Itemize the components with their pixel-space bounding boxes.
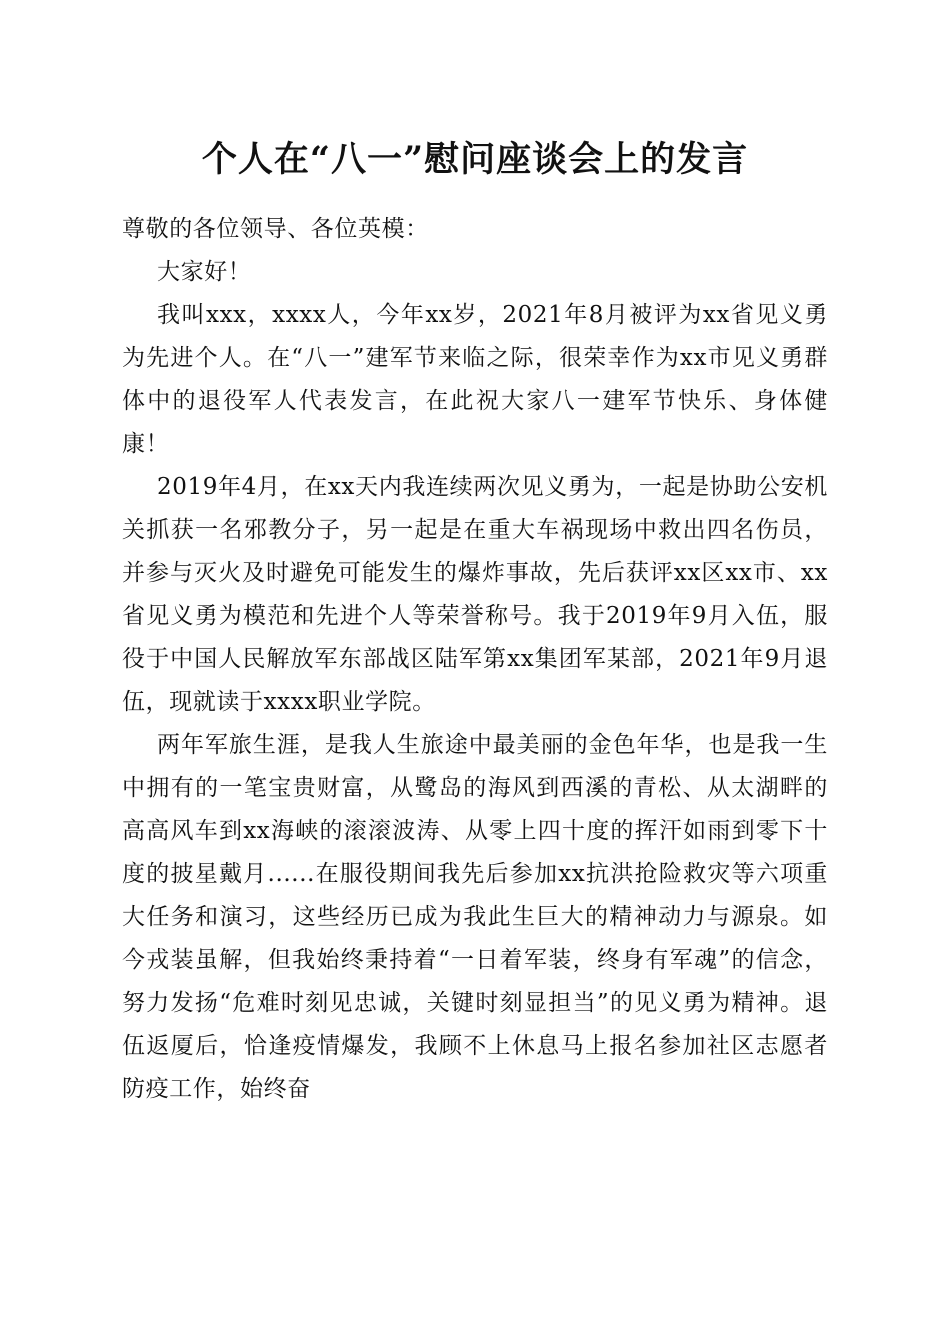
paragraph-deeds: 2019年4月，在xx天内我连续两次见义勇为，一起是协助公安机关抓获一名邪教分子，另一起是在重大车祸现场中救出四名伤员，并参与灭火及时避免可能发生的爆炸事故，先后获评xx区xx市、xx省见义勇为模范和先进个人等荣誉称号。我于2019年9月入伍，服役于中国人民解放军东部战区陆军第xx集团军某部，2021年9月退伍，现就读于xxxx职业学院。	[122, 474, 828, 715]
paragraph-military-career: 两年军旅生涯，是我人生旅途中最美丽的金色年华，也是我一生中拥有的一笔宝贵财富，从鹭岛的海风到西溪的青松、从太湖畔的高高风车到xx海峡的滚滚波涛、从零上四十度的挥汗如雨到零下十度的披星戴月......在服役期间我先后参加xx抗洪抢险救灾等六项重大任务和演习，这些经历已成为我此生巨大的精神动力与源泉。如今戎装虽解，但我始终秉持着“一日着军装，终身有军魂”的信念，努力发扬“危难时刻见忠诚，关键时刻显担当”的见义勇为精神。退伍返厦后，恰逢疫情爆发，我顾不上休息马上报名参加社区志愿者防疫工作，始终奋	[122, 732, 828, 1102]
paragraph-intro: 我叫xxx，xxxx人，今年xx岁，2021年8月被评为xx省见义勇为先进个人。在“八一”建军节来临之际，很荣幸作为xx市见义勇群体中的退役军人代表发言，在此祝大家八一建军节快乐、身体健康！	[122, 302, 828, 457]
document-title: 个人在“八一”慰问座谈会上的发言	[201, 139, 749, 180]
greeting: 大家好！	[157, 259, 252, 285]
salutation: 尊敬的各位领导、各位英模：	[122, 216, 429, 242]
document-body	[122, 208, 828, 1111]
